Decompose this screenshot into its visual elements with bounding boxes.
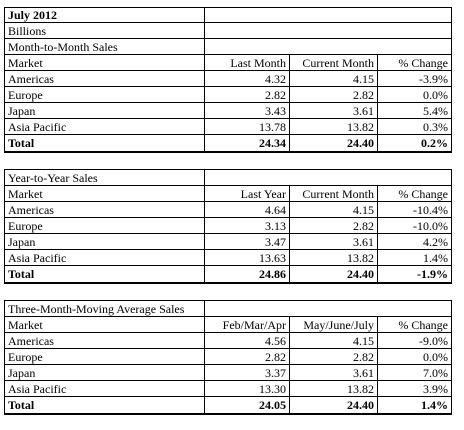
section-gap <box>5 283 452 301</box>
table-row <box>5 218 452 234</box>
value-cell: -3.9% <box>378 71 452 87</box>
section-title: Three-Month-Moving Average Sales <box>5 301 205 317</box>
total-value: -1.9% <box>378 266 452 284</box>
value-cell: 0.0% <box>378 87 452 103</box>
value-cell: 2.82 <box>290 218 378 234</box>
unit-filler <box>205 23 452 39</box>
section-title-row <box>5 170 452 186</box>
value-cell: 13.30 <box>205 381 290 397</box>
total-label: Total <box>5 397 205 415</box>
table-row <box>5 250 452 266</box>
market-cell: Japan <box>5 234 205 250</box>
total-value: 0.2% <box>378 135 452 153</box>
total-value: 1.4% <box>378 397 452 415</box>
market-cell: Europe <box>5 349 205 365</box>
market-cell: Americas <box>5 71 205 87</box>
gap-cell <box>5 152 452 170</box>
value-cell: 3.47 <box>205 234 290 250</box>
sales-table-body <box>5 8 452 415</box>
column-header: % Change <box>378 55 452 71</box>
column-header: May/June/July <box>290 317 378 333</box>
total-row <box>5 266 452 284</box>
column-header: Last Year <box>205 186 290 202</box>
value-cell: 3.61 <box>290 103 378 119</box>
title-filler <box>205 8 452 23</box>
unit-label: Billions <box>5 23 205 39</box>
value-cell: -9.0% <box>378 333 452 349</box>
column-header: Market <box>5 55 205 71</box>
section-gap <box>5 152 452 170</box>
section-title-row <box>5 301 452 317</box>
value-cell: 3.13 <box>205 218 290 234</box>
table-row <box>5 103 452 119</box>
report-title: July 2012 <box>5 8 205 23</box>
market-cell: Americas <box>5 202 205 218</box>
column-header: % Change <box>378 317 452 333</box>
value-cell: 4.15 <box>290 71 378 87</box>
table-row <box>5 87 452 103</box>
market-cell: Americas <box>5 333 205 349</box>
table-row <box>5 333 452 349</box>
total-row <box>5 135 452 153</box>
gap-cell <box>5 283 452 301</box>
table-row <box>5 119 452 135</box>
market-cell: Asia Pacific <box>5 250 205 266</box>
value-cell: 3.61 <box>290 365 378 381</box>
unit-row <box>5 23 452 39</box>
section-title: Month-to-Month Sales <box>5 39 205 55</box>
total-value: 24.05 <box>205 397 290 415</box>
column-header: Current Month <box>290 55 378 71</box>
column-header: Feb/Mar/Apr <box>205 317 290 333</box>
sales-table <box>4 7 452 415</box>
total-value: 24.40 <box>290 266 378 284</box>
market-cell: Asia Pacific <box>5 381 205 397</box>
table-row <box>5 234 452 250</box>
section-title: Year-to-Year Sales <box>5 170 205 186</box>
title-row <box>5 8 452 23</box>
value-cell: 4.2% <box>378 234 452 250</box>
value-cell: 4.15 <box>290 333 378 349</box>
value-cell: 3.43 <box>205 103 290 119</box>
value-cell: 7.0% <box>378 365 452 381</box>
value-cell: 3.9% <box>378 381 452 397</box>
value-cell: 13.63 <box>205 250 290 266</box>
total-value: 24.86 <box>205 266 290 284</box>
value-cell: 3.61 <box>290 234 378 250</box>
value-cell: 13.82 <box>290 381 378 397</box>
value-cell: 13.82 <box>290 250 378 266</box>
header-row <box>5 317 452 333</box>
total-row <box>5 397 452 415</box>
value-cell: 2.82 <box>290 349 378 365</box>
column-header: Last Month <box>205 55 290 71</box>
market-cell: Europe <box>5 87 205 103</box>
section-title-filler <box>205 170 452 186</box>
total-label: Total <box>5 266 205 284</box>
value-cell: 1.4% <box>378 250 452 266</box>
market-cell: Japan <box>5 365 205 381</box>
section-title-row <box>5 39 452 55</box>
value-cell: 4.56 <box>205 333 290 349</box>
total-value: 24.34 <box>205 135 290 153</box>
value-cell: 3.37 <box>205 365 290 381</box>
total-value: 24.40 <box>290 397 378 415</box>
section-title-filler <box>205 301 452 317</box>
section-title-filler <box>205 39 452 55</box>
value-cell: 0.0% <box>378 349 452 365</box>
column-header: Current Month <box>290 186 378 202</box>
total-value: 24.40 <box>290 135 378 153</box>
value-cell: 2.82 <box>205 87 290 103</box>
value-cell: 4.32 <box>205 71 290 87</box>
table-row <box>5 365 452 381</box>
table-row <box>5 349 452 365</box>
column-header: Market <box>5 317 205 333</box>
table-row <box>5 381 452 397</box>
value-cell: -10.4% <box>378 202 452 218</box>
total-label: Total <box>5 135 205 153</box>
value-cell: 2.82 <box>205 349 290 365</box>
value-cell: -10.0% <box>378 218 452 234</box>
value-cell: 4.64 <box>205 202 290 218</box>
value-cell: 4.15 <box>290 202 378 218</box>
header-row <box>5 55 452 71</box>
value-cell: 2.82 <box>290 87 378 103</box>
value-cell: 13.78 <box>205 119 290 135</box>
value-cell: 0.3% <box>378 119 452 135</box>
value-cell: 13.82 <box>290 119 378 135</box>
column-header: % Change <box>378 186 452 202</box>
table-row <box>5 202 452 218</box>
market-cell: Japan <box>5 103 205 119</box>
market-cell: Asia Pacific <box>5 119 205 135</box>
header-row <box>5 186 452 202</box>
market-cell: Europe <box>5 218 205 234</box>
value-cell: 5.4% <box>378 103 452 119</box>
column-header: Market <box>5 186 205 202</box>
table-row <box>5 71 452 87</box>
